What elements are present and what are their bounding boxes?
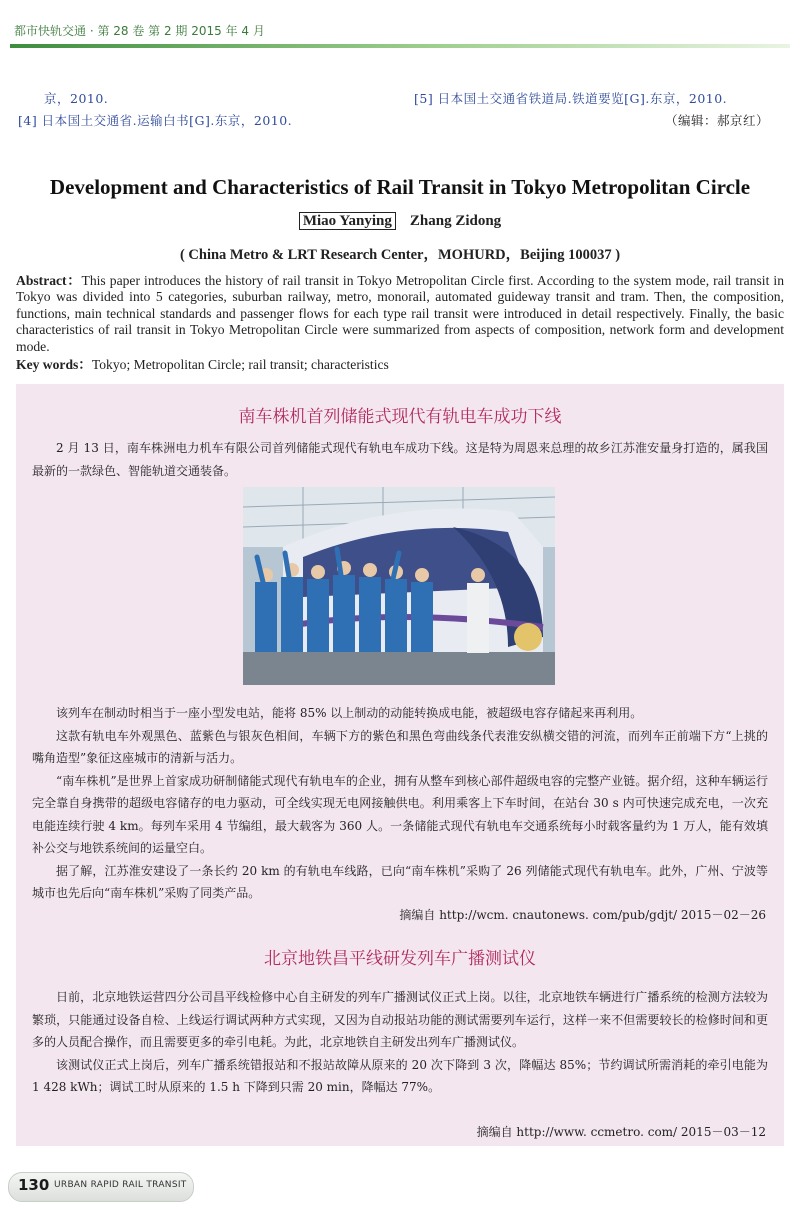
news2-body (32, 986, 768, 1099)
author-primary: Miao Yanying (299, 212, 396, 230)
tram-photo-illustration (243, 487, 555, 685)
news2-source: 摘编自 http://www. ccmetro. com/ 2015－03－12 (476, 1125, 766, 1139)
reference-line: 京，2010. (44, 91, 109, 106)
journal-header: 都市快轨交通 · 第 28 卷 第 2 期 2015 年 4 月 (14, 24, 265, 38)
reference-5: [5] 日本国土交通省铁道局.铁道要览[G].东京，2010. (414, 91, 728, 106)
tram-photo (243, 487, 555, 685)
author-secondary: Zhang Zidong (409, 213, 502, 229)
news2-paragraph: 该测试仪正式上岗后，列车广播系统错报站和不报站故障从原来的 20 次下降到 3 次，降幅达 85%；节约调试所需消耗的牵引电能为 1 428 kWh；调试工时从原来的 1.5 h 下降到只需 20 min，降幅达 77%。 (32, 1057, 768, 1094)
news2-title: 北京地铁昌平线研发列车广播测试仪 (264, 949, 536, 969)
news1-title: 南车株机首列储能式现代有轨电车成功下线 (238, 407, 562, 427)
authors (0, 213, 800, 230)
keywords-label: Key words： (16, 357, 92, 372)
header-divider (10, 44, 790, 48)
news1-source: 摘编自 http://wcm. cnautonews. com/pub/gdjt/ 2015－02－26 (399, 908, 766, 922)
news1-paragraph: 据了解，江苏淮安建设了一条长约 20 km 的有轨电车线路，已向“南车株机”采购了 26 列储能式现代有轨电车。此外，广州、宁波等城市也先后向“南车株机”采购了同类产品。 (32, 863, 768, 900)
affiliation: ( China Metro & LRT Research Center，MOHURD，Beijing 100037 ) (179, 247, 621, 263)
page-number: 130 (18, 1176, 50, 1194)
article-title: Development and Characteristics of Rail Transit in Tokyo Metropolitan Circle (49, 175, 751, 199)
news1-paragraph: “南车株机”是世界上首家成功研制储能式现代有轨电车的企业，拥有从整车到核心部件超级电容的完整产业链。据介绍，这种车辆运行完全靠自身携带的超级电容储存的电力驱动，可全线实现无电网接触供电。利用乘客上下车时间，在站台 30 s 内可快速完成充电，一次充电能连续行驶 4 km。每列车采用 4 节编组，最大载客为 360 人。一条储能式现代有轨电车交通系统每小时载客量约为 1 万人，能有效填补公交与地铁系统间的运量空白。 (32, 773, 768, 855)
reference-4: [4] 日本国土交通省.运输白书[G].东京，2010. (18, 113, 293, 128)
news1-intro (32, 437, 768, 482)
news1-paragraph: 这款有轨电车外观黑色、蓝紫色与银灰色相间，车辆下方的紫色和黑色弯曲线条代表淮安纵横交错的河流，而列车正前端下方“上挑的嘴角造型”象征这座城市的清新与活力。 (32, 728, 768, 765)
news1-paragraph: 该列车在制动时相当于一座小型发电站，能将 85% 以上制动的动能转换成电能，被超级电容存储起来再利用。 (56, 706, 643, 720)
news2-paragraph: 日前，北京地铁运营四分公司昌平线检修中心自主研发的列车广播测试仪正式上岗。以往，北京地铁车辆进行广播系统的检测方法较为繁琐，只能通过设备自检、上线运行调试两种方式实现，又因为自动报站功能的测试需要列车运行，这样一来不但需要较长的检修时间和更多的人员配合操作，而且需要更多的牵引电耗。为此，北京地铁自主研发出列车广播测试仪。 (32, 990, 768, 1049)
abstract-text: This paper introduces the history of rail transit in Tokyo Metropolitan Circle first. According to the system mode, rail transit in Tokyo was divided into 5 categories, suburban railway, metro, monorail, automated guideway transit and tram. Then, the composition, functions, main technical standards and passenger flows for each type rail transit were introduced in detail respectively. Finally, the basic characteristics of rail transit in Tokyo Metropolitan Circle were summarized from aspects of composition, network form and development mode. (16, 273, 785, 354)
editor-note: （编辑：郝京红） (665, 113, 770, 128)
keywords-text: Tokyo; Metropolitan Circle; rail transit; characteristics (91, 357, 389, 372)
news1-body (32, 702, 768, 905)
abstract-label: Abstract： (16, 273, 82, 288)
keywords (16, 353, 389, 373)
news1-intro-text: 2 月 13 日，南车株洲电力机车有限公司首列储能式现代有轨电车成功下线。这是特为周恩来总理的故乡江苏淮安量身打造的，属我国最新的一款绿色、智能轨道交通装备。 (32, 441, 768, 478)
footer-journal-name: URBAN RAPID RAIL TRANSIT (54, 1180, 187, 1190)
abstract (16, 273, 784, 355)
